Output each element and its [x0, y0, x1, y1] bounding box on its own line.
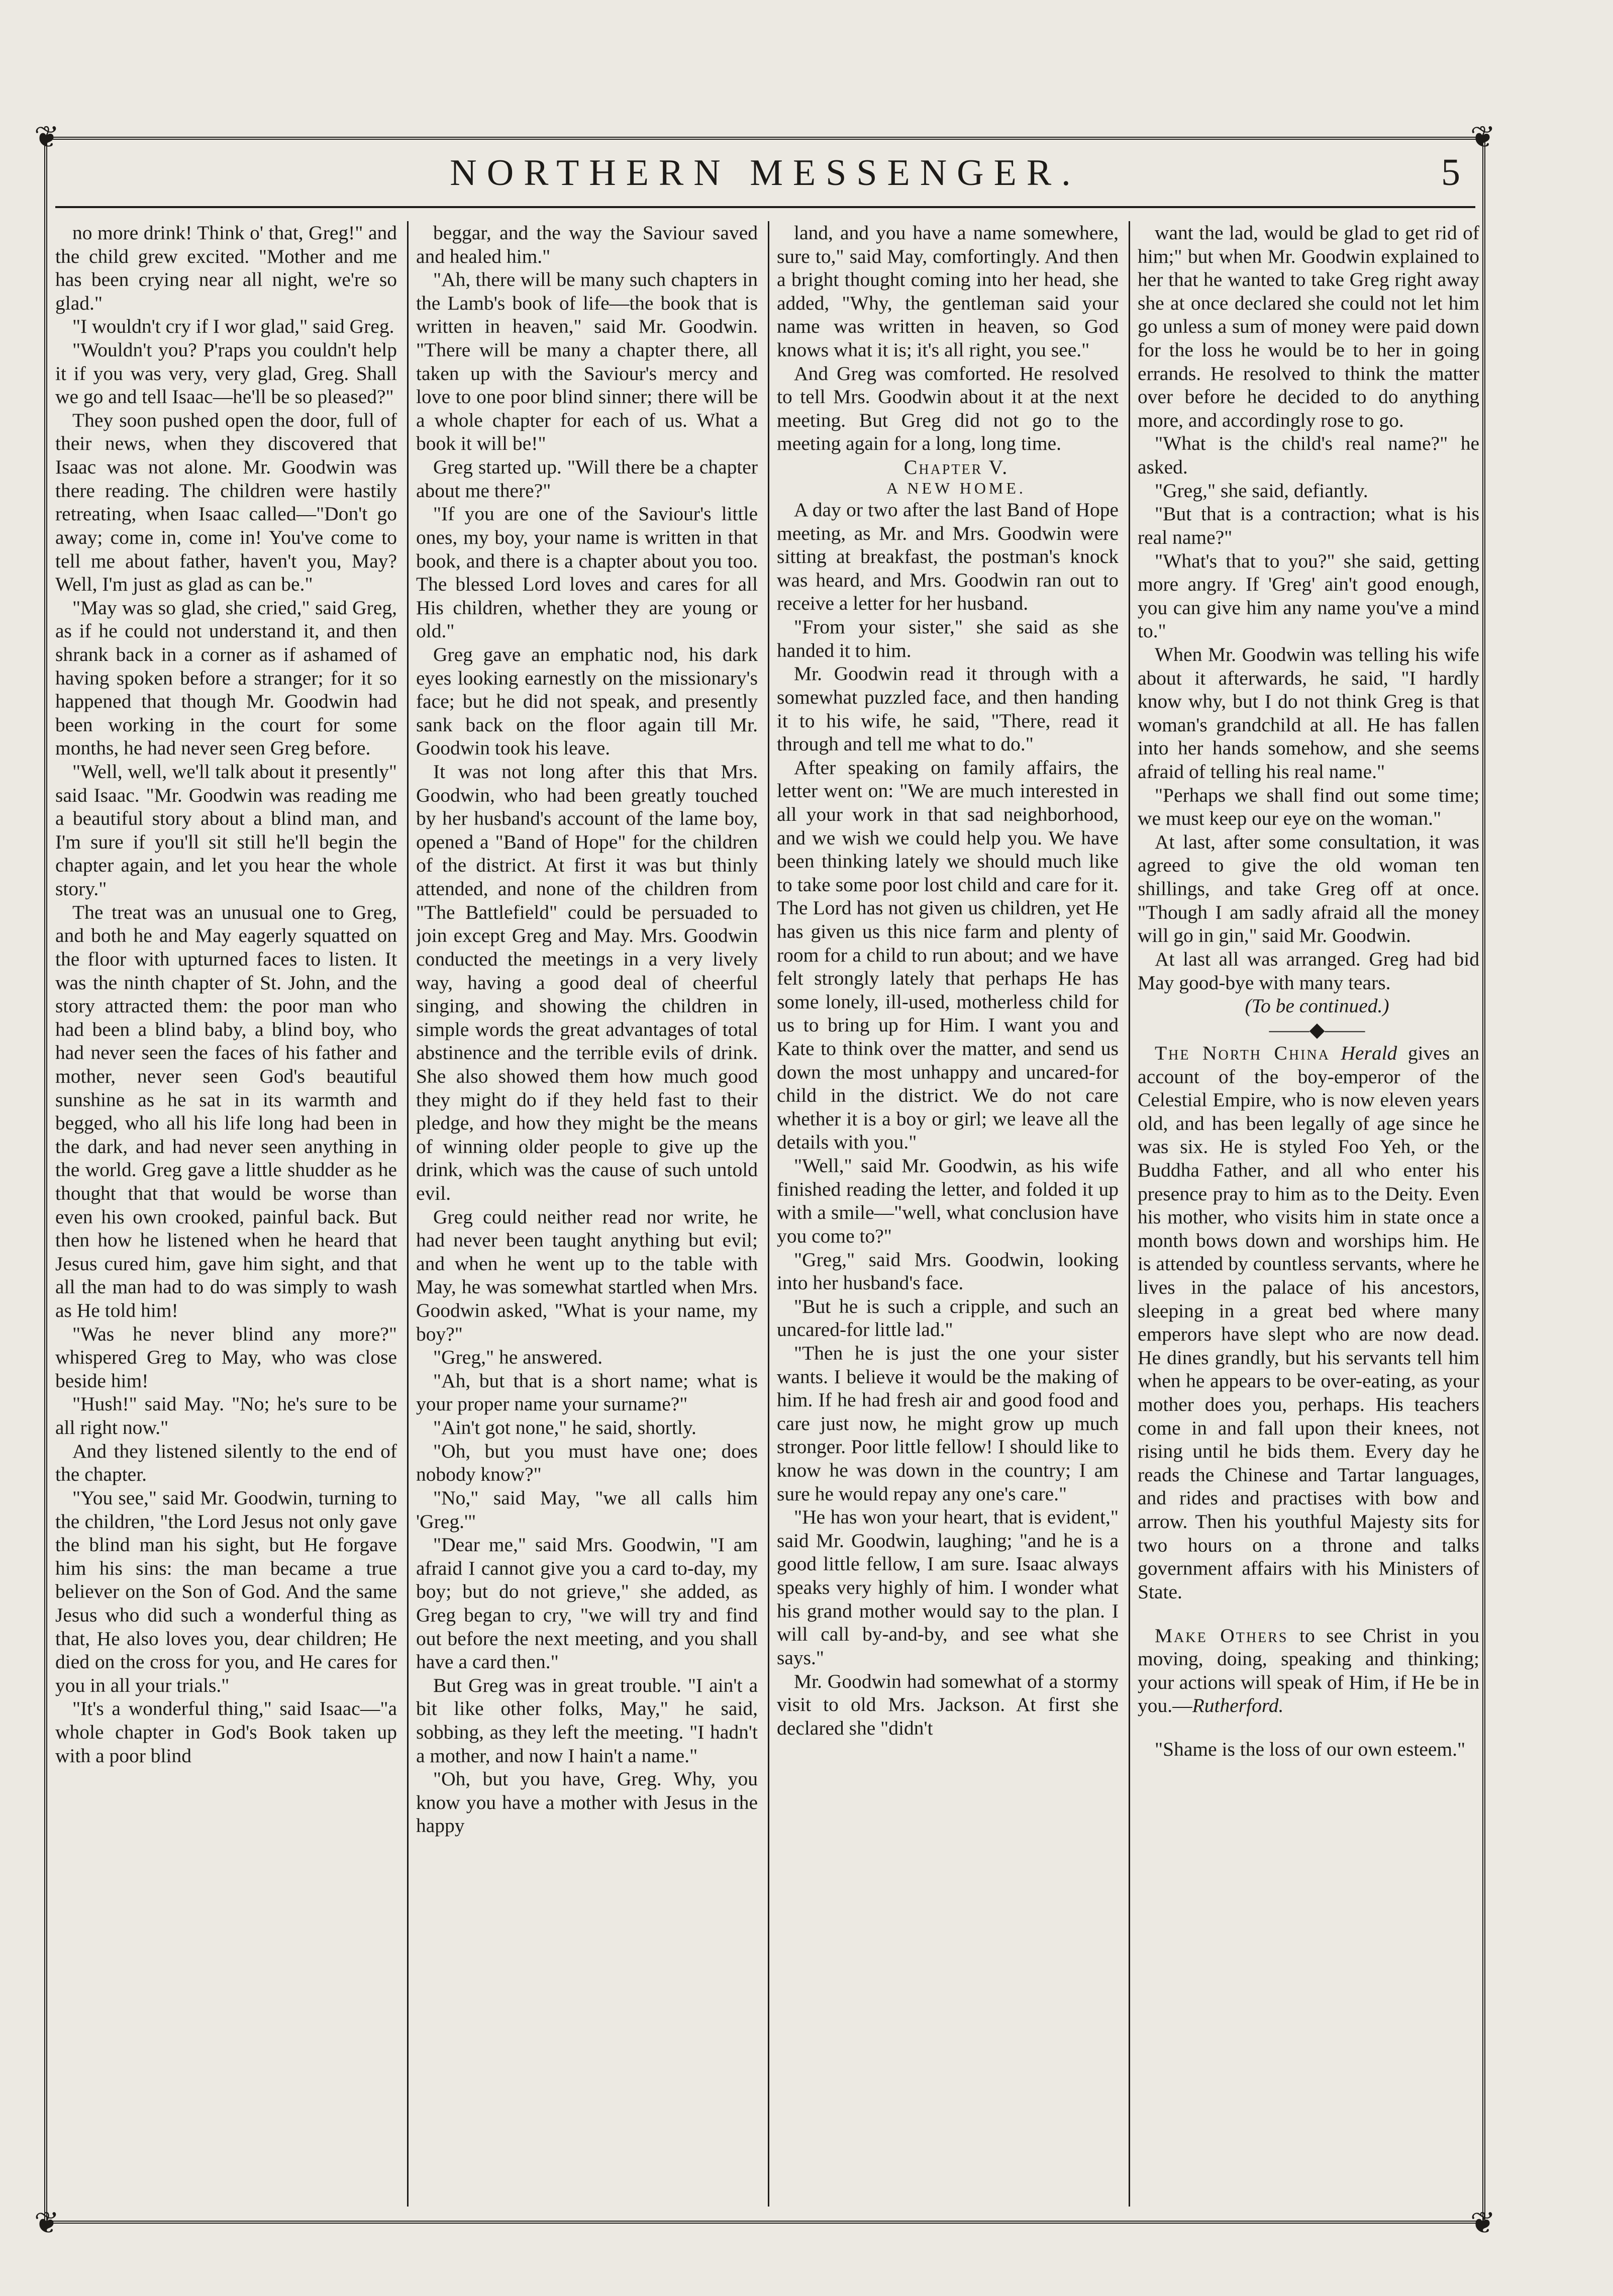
paragraph: "No," said May, "we all calls him 'Greg.'"	[416, 1486, 758, 1533]
paragraph: When Mr. Goodwin was telling his wife about it afterwards, he said, "I hardly know why, but I do not think Greg is that woman's grandchild at all. He has fallen into her hands somehow, and she seems afraid of telling his real name."	[1138, 643, 1479, 783]
masthead	[55, 146, 1475, 208]
corner-ornament-icon: ❦	[1470, 2206, 1496, 2241]
paragraph: "Was he never blind any more?" whispered Greg to May, who was close beside him!	[55, 1322, 397, 1392]
paragraph: The treat was an unusual one to Greg, and both he and May eagerly squatted on the floor with upturned faces to listen. It was the ninth chapter of St. John, and the story attracted them: the poor man who had been a blind baby, a blind boy, who had never seen the faces of his father and mother, never seen God's beautiful sunshine as he sat in its warmth and begged, who all his life long had been in the dark, and had never seen anything in the world. Greg gave a little shudder as he thought that that would be worse than even his own crooked, painful back. But then how he listened when he heard that Jesus cured him, gave him sight, and that all the man had to do was simply to wash as He told him!	[55, 901, 397, 1322]
north-china-body: gives an account of the boy-emperor of the Celestial Empire, who is now eleven years old, and has been legally of age since he was six. He is styled Foo Yeh, or the Buddha Father, and all who enter his presence pray to him as to the Deity. Even his mother, who visits him in state once a month bows down and worships him. He is attended by countless servants, where he lives in the palace of his ancestors, sleeping in a great bed where many emperors have slept who are now dead. He dines grandly, but his servants tell him when he appears to be over-eating, as your mother does you, perhaps. His teachers come in and fall upon their knees, not rising until he bids them. Every day he reads the Chinese and Tartar languages, and rides and practises with bow and arrow. Then his youthful Majesty sits for two hours on a throne and talks government affairs with his Ministers of State.	[1138, 1041, 1479, 1603]
paragraph: "But he is such a cripple, and such an uncared-for little lad."	[777, 1295, 1119, 1341]
divider-ornament-icon: ——◆——	[1269, 1018, 1365, 1041]
paragraph: Mr. Goodwin had somewhat of a stormy visit to old Mrs. Jackson. At first she declared she "didn't	[777, 1670, 1119, 1739]
column-3-text	[777, 221, 1119, 455]
paragraph: "Greg," said Mrs. Goodwin, looking into her husband's face.	[777, 1248, 1119, 1294]
shame-quote: "Shame is the loss of our own esteem."	[1155, 1738, 1466, 1760]
paragraph: "What is the child's real name?" he asked.	[1138, 432, 1479, 479]
make-others-lead: Make Others	[1155, 1624, 1288, 1647]
paragraph: "Well," said Mr. Goodwin, as his wife finished reading the letter, and folded it up with a smile—"well, what conclusion have you come to?"	[777, 1155, 1119, 1247]
paragraph: Greg started up. "Will there be a chapter about me there?"	[416, 456, 758, 502]
paragraph: "I wouldn't cry if I wor glad," said Greg.	[72, 315, 394, 338]
paragraph: But Greg was in great trouble. "I ain't a bit like other folks, May," he said, sobbing, as they left the meeting. "I hadn't a mother, and now I hain't a name."	[416, 1674, 758, 1767]
north-china-paper: Herald	[1341, 1041, 1397, 1064]
column-3-chapter-text	[777, 498, 1119, 1740]
paragraph: And Greg was comforted. He resolved to tell Mrs. Goodwin about it at the next meeting. But Greg did not go to the meeting again for a long, long time.	[777, 362, 1119, 455]
paragraph: beggar, and the way the Saviour saved and healed him."	[416, 222, 758, 267]
paragraph: Mr. Goodwin read it through with a somewhat puzzled face, and then handing it to his wife, he said, "There, read it through and tell me what to do."	[777, 662, 1119, 755]
chapter-heading: Chapter V.	[903, 456, 1009, 479]
paragraph: "Dear me," said Mrs. Goodwin, "I am afraid I cannot give you a card to-day, my boy; but do not grieve," she added, as Greg began to cry, "we will try and find out before the next meeting, and you shall have a card then."	[416, 1534, 758, 1673]
column-divider	[768, 221, 769, 2207]
paragraph: At last all was arranged. Greg had bid May good-bye with many tears.	[1138, 947, 1479, 994]
paragraph: "But that is a contraction; what is his real name?"	[1138, 503, 1479, 548]
corner-ornament-icon: ❦	[34, 2206, 60, 2241]
chapter-subtitle: A NEW HOME.	[886, 479, 1026, 498]
paragraph: "Then he is just the one your sister wants. I believe it would be the making of him. If he had fresh air and good food and care just now, he might grow up much stronger. Poor little fellow! I should like to know he was down in the country; I am sure he would repay any one's care."	[777, 1342, 1119, 1505]
make-others-author: Rutherford.	[1192, 1694, 1284, 1717]
paragraph: land, and you have a name somewhere, sure to," said May, comfortingly. And then a bright thought coming into her head, she added, "Why, the gentleman said your name was written in heaven, so God knows what it is; it's all right, you see."	[777, 222, 1119, 361]
north-china-lead: The North China	[1155, 1041, 1330, 1064]
paragraph: "What's that to you?" she said, getting more angry. If 'Greg' ain't good enough, you can give him any name you've a mind to."	[1138, 549, 1479, 642]
paragraph: "If you are one of the Saviour's little ones, my boy, your name is written in that book, and there is a chapter about you too. The blessed Lord loves and cares for all His children, whether they are young or old."	[416, 503, 758, 642]
paragraph: And they listened silently to the end of the chapter.	[55, 1440, 397, 1486]
corner-ornament-icon: ❦	[34, 120, 60, 155]
paragraph: It was not long after this that Mrs. Goodwin, who had been greatly touched by her husband's account of the lame boy, opened a "Band of Hope" for the children of the district. At first it was but thinly attended, and none of the children from "The Battlefield" could be persuaded to join except Greg and May. Mrs. Goodwin conducted the meetings in a very lively way, having a good deal of cheerful singing, and showing the children in simple words the great advantages of total abstinence and the terrible evils of drink. She also showed them how much good they might do if they held fast to their pledge, and how they might be the means of winning older people to give up the drink, which was the cause of such untold evil.	[416, 760, 758, 1204]
paragraph: "He has won your heart, that is evident," said Mr. Goodwin, laughing; "and he is a good little fellow, I am sure. Isaac always speaks very highly of him. I wonder what his grand mother would say to the plan. I will call by-and-by, and see what she says."	[777, 1506, 1119, 1669]
paragraph: "Oh, but you must have one; does nobody know?"	[416, 1440, 758, 1486]
paragraph: "You see," said Mr. Goodwin, turning to the children, "the Lord Jesus not only gave the blind man his sight, but He forgave him his sins: the man became a true believer on the Son of God. And the same Jesus who did such a wonderful thing as that, He also loves you, dear children; He died on the cross for you, and He cares for you in all your trials."	[55, 1486, 397, 1696]
paragraph: After speaking on family affairs, the letter went on: "We are much interested in all your work in that sad neighborhood, and we wish we could help you. We have been thinking lately we should much like to take some poor lost child and care for it. The Lord has not given us children, yet He has given us this nice farm and plenty of room for a child to run about; and we have felt strongly lately that perhaps He has some lonely, ill-used, motherless child for us to bring up for Him. I want you and Kate to think over the matter, and send us down the most unhappy and uncared-for child in the district. We do not care whether it is a boy or girl; we leave all the details with you."	[777, 756, 1119, 1154]
paragraph: "May was so glad, she cried," said Greg, as if he could not understand it, and then shrank back in a corner as if ashamed of having spoken before a stranger; for it so happened that though Mr. Goodwin had been working in the court for some months, he had never seen Greg before.	[55, 596, 397, 759]
column-4	[1138, 221, 1479, 2207]
to-be-continued: (To be continued.)	[1245, 995, 1389, 1017]
paragraph: "Greg," she said, defiantly.	[1155, 479, 1368, 502]
paragraph: A day or two after the last Band of Hope meeting, as Mr. and Mrs. Goodwin were sitting at breakfast, the postman's knock was heard, and Mrs. Goodwin ran out to receive a letter for her husband.	[777, 499, 1119, 615]
paragraph: They soon pushed open the door, full of their news, when they discovered that Isaac was not alone. Mr. Goodwin was there reading. The children were hastily retreating, when Isaac called—"Don't go away; come in, come in! You've come to tell me about father, haven't you, May? Well, I'm just as glad as can be."	[55, 409, 397, 596]
newspaper-title: NORTHERN MESSENGER.	[450, 152, 1081, 194]
paragraph: "Oh, but you have, Greg. Why, you know you have a mother with Jesus in the happy	[416, 1768, 758, 1837]
paragraph: "Ah, there will be many such chapters in the Lamb's book of life—the book that is written in heaven," said Mr. Goodwin. "There will be many a chapter there, all taken up with the Saviour's mercy and love to one poor blind sinner; there will be a whole chapter for each of us. What a book it will be!"	[416, 268, 758, 455]
make-others-item	[1138, 1624, 1479, 1717]
paragraph: "It's a wonderful thing," said Isaac—"a whole chapter in God's Book taken up with a poor blind	[55, 1697, 397, 1767]
paragraph: "From your sister," she said as she handed it to him.	[777, 616, 1119, 661]
column-divider	[1129, 221, 1130, 2207]
paragraph: At last, after some consultation, it was agreed to give the old woman ten shillings, and take Greg off at once. "Though I am sadly afraid all the money will go in gin," said Mr. Goodwin.	[1138, 830, 1479, 947]
paragraph: "Wouldn't you? P'raps you couldn't help it if you was very, very glad, Greg. Shall we go and tell Isaac—he'll be so pleased?"	[55, 339, 397, 408]
column-3	[777, 221, 1119, 2207]
paragraph: "Greg," he answered.	[433, 1346, 603, 1369]
paragraph: Greg could neither read nor write, he had never been taught anything but evil; and when he went up to the table with May, he was somewhat startled when Mrs. Goodwin asked, "What is your name, my boy?"	[416, 1205, 758, 1345]
paragraph: Greg gave an emphatic nod, his dark eyes looking earnestly on the missionary's face; but he did not speak, and presently sank back on the floor again till Mr. Goodwin took his leave.	[416, 643, 758, 759]
paragraph: "Perhaps we shall find out some time; we must keep our eye on the woman."	[1138, 784, 1479, 830]
paragraph: want the lad, would be glad to get rid of him;" but when Mr. Goodwin explained to her that he wanted to take Greg right away she at once declared she could not let him go unless a sum of money were paid down for the loss he would be to her in going errands. He resolved to think the matter over before he decided to do anything more, and accordingly rose to go.	[1138, 222, 1479, 431]
paragraph: "Ain't got none," he said, shortly.	[433, 1416, 696, 1439]
corner-ornament-icon: ❦	[1470, 120, 1496, 155]
column-1	[55, 221, 397, 2207]
paragraph: "Hush!" said May. "No; he's sure to be all right now."	[55, 1393, 397, 1439]
paragraph: no more drink! Think o' that, Greg!" and the child grew excited. "Mother and me has been crying near all night, we're so glad."	[55, 222, 397, 314]
north-china-article	[1138, 1041, 1479, 1604]
column-4-text	[1138, 221, 1479, 994]
paragraph: "Ah, but that is a short name; what is your proper name your surname?"	[416, 1369, 758, 1415]
column-divider	[407, 221, 409, 2207]
make-others-body: to see Christ in you moving, doing, speaking and thinking; your actions will speak of Him, if He be in you.—	[1138, 1624, 1479, 1717]
paragraph: "Well, well, we'll talk about it presently" said Isaac. "Mr. Goodwin was reading me a beautiful story about a blind man, and I'm sure if you'll sit still he'll begin the chapter again, and let you hear the whole story."	[55, 760, 397, 900]
article-columns	[55, 221, 1479, 2207]
page-number: 5	[1441, 151, 1460, 194]
column-2	[416, 221, 758, 2207]
